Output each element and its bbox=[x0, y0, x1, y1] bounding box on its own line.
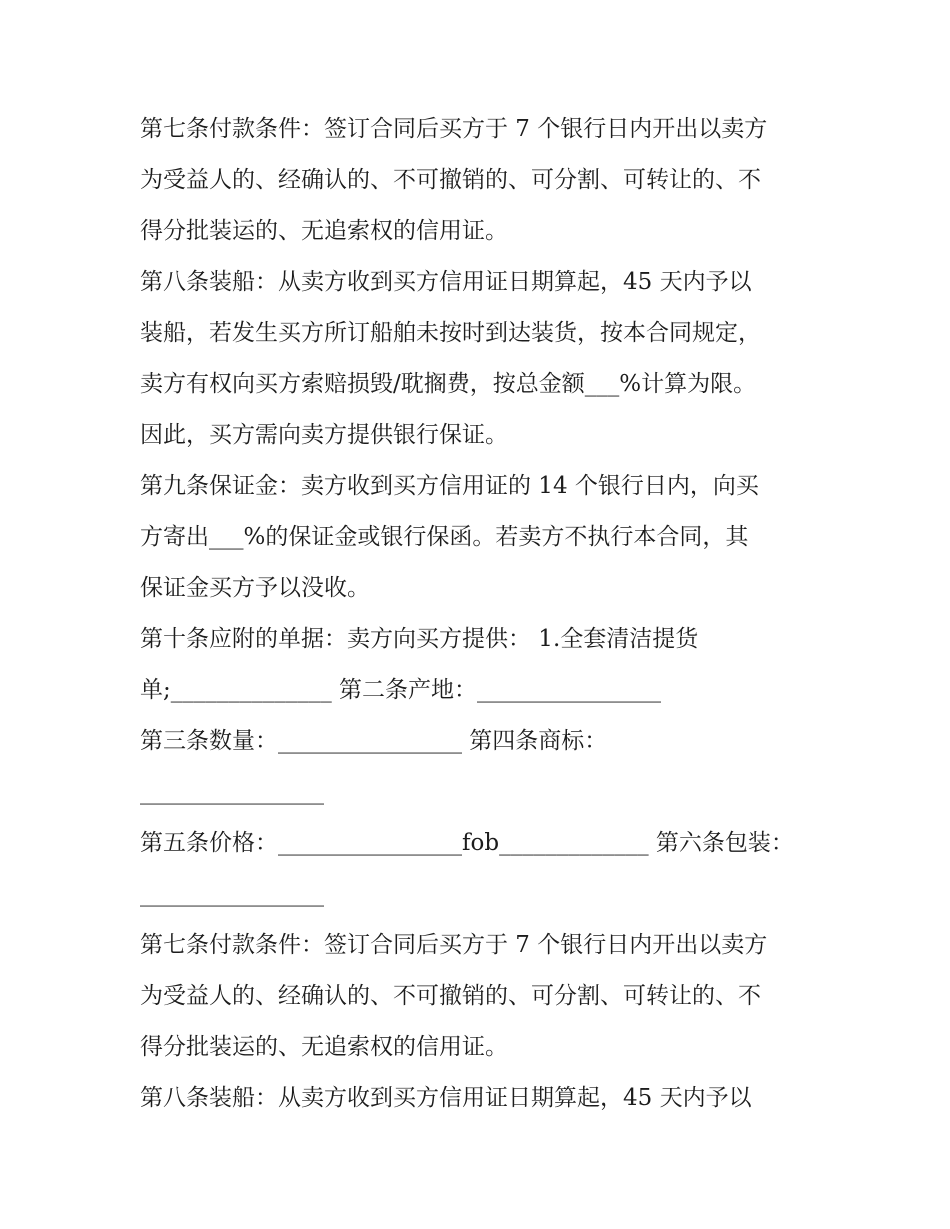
text-line: 装船，若发生买方所订船舶未按时到达装货，按本合同规定， bbox=[140, 320, 761, 346]
text-line: 第七条付款条件：签订合同后买方于 7 个银行日内开出以卖方 bbox=[140, 932, 768, 958]
text-line: 为受益人的、经确认的、不可撤销的、可分割、可转让的、不 bbox=[140, 167, 761, 193]
document-body bbox=[140, 104, 830, 1124]
text-line: 第九条保证金：卖方收到买方信用证的 14 个银行日内，向买 bbox=[140, 473, 759, 499]
text-line: 得分批装运的、无追索权的信用证。 bbox=[140, 1034, 508, 1060]
text-line: 方寄出___%的保证金或银行保函。若卖方不执行本合同，其 bbox=[140, 524, 749, 550]
text-line: 第十条应附的单据：卖方向买方提供： 1.全套清洁提货 bbox=[140, 626, 699, 652]
text-line: 卖方有权向买方索赔损毁/耽搁费，按总金额___%计算为限。 bbox=[140, 371, 757, 397]
text-line: 第七条付款条件：签订合同后买方于 7 个银行日内开出以卖方 bbox=[140, 116, 768, 142]
text-line: ________________ bbox=[140, 881, 324, 907]
text-line: 第八条装船：从卖方收到买方信用证日期算起，45 天内予以 bbox=[140, 1085, 752, 1111]
text-line: 第八条装船：从卖方收到买方信用证日期算起，45 天内予以 bbox=[140, 269, 752, 295]
text-line: 第五条价格：________________fob_____________ 第六条包装： bbox=[140, 830, 794, 856]
text-line: 得分批装运的、无追索权的信用证。 bbox=[140, 218, 508, 244]
text-line: 为受益人的、经确认的、不可撤销的、可分割、可转让的、不 bbox=[140, 983, 761, 1009]
text-line: 第三条数量：________________ 第四条商标： bbox=[140, 728, 608, 754]
text-line: 保证金买方予以没收。 bbox=[140, 575, 370, 601]
text-line: ________________ bbox=[140, 779, 324, 805]
text-line: 单;______________ 第二条产地：________________ bbox=[140, 677, 662, 703]
text-line: 因此，买方需向卖方提供银行保证。 bbox=[140, 422, 508, 448]
